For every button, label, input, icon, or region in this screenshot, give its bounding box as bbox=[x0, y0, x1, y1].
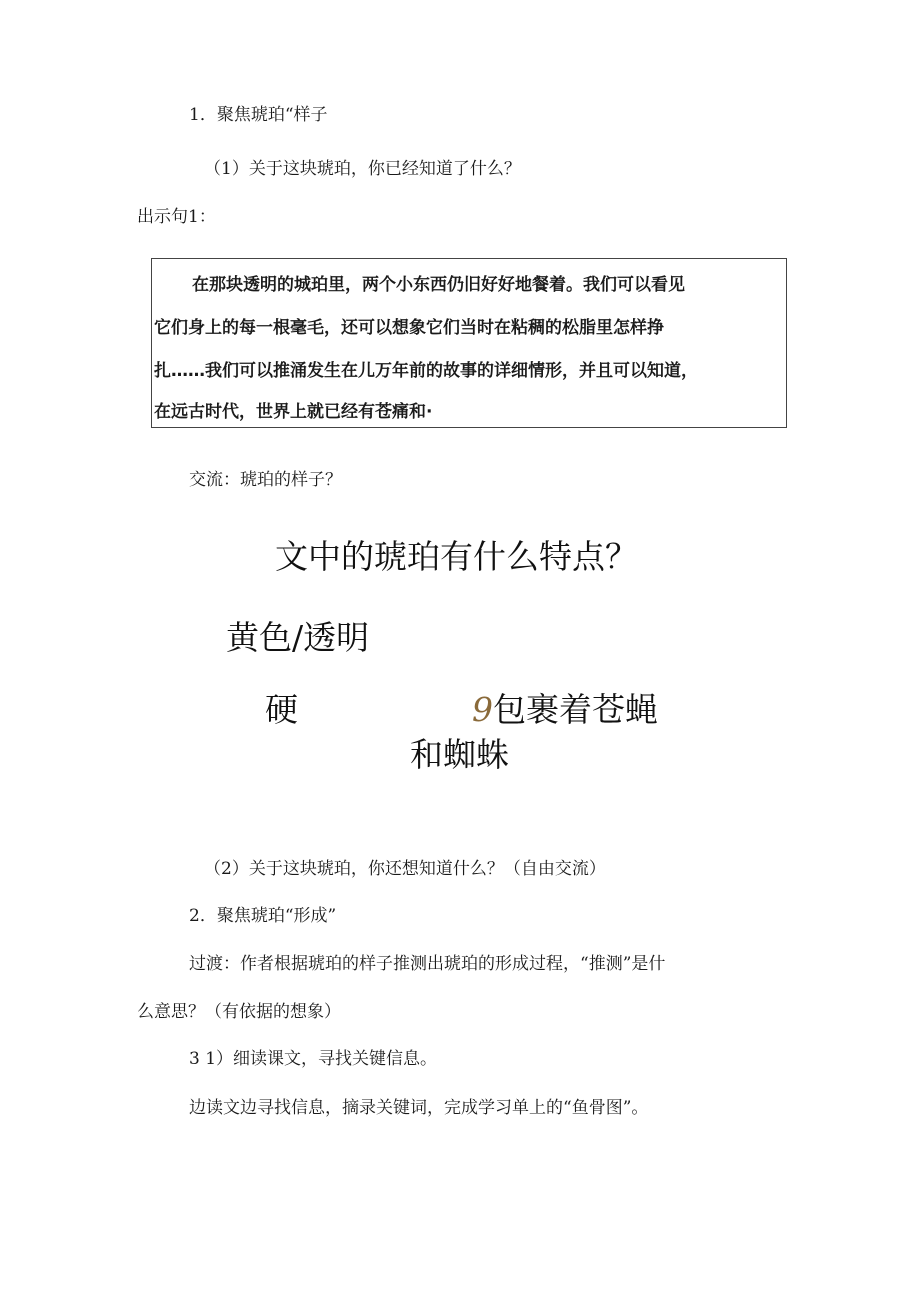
quote-line-3: 扎……我们可以推涌发生在儿万年前的故事的详细情形，并且可以知道， bbox=[154, 361, 698, 381]
task-instruction: 边读文边寻找信息，摘录关键词，完成学习单上的“鱼骨图”。 bbox=[189, 1098, 649, 1118]
slide-question: 文中的琥珀有什么特点？ bbox=[275, 537, 638, 576]
question-2: （2）关于这块琥珀，你还想知道什么？（自由交流） bbox=[204, 859, 606, 879]
step-3: 3 1）细读课文，寻找关键信息。 bbox=[189, 1049, 438, 1069]
transition-line-2: 么意思？（有依据的想象） bbox=[137, 1002, 341, 1022]
feature-contains-insects bbox=[472, 690, 658, 730]
transition-line-1: 过渡：作者根据琥珀的样子推测出琥珀的形成过程，“推测”是什 bbox=[189, 954, 666, 974]
section-heading-2: 2．聚焦琥珀“形成” bbox=[189, 906, 337, 926]
stray-mark: 9 bbox=[472, 690, 493, 729]
feature-hard: 硬 bbox=[265, 690, 298, 729]
quote-line-2: 它们身上的每一根毫毛，还可以想象它们当时在粘稠的松脂里怎样挣 bbox=[154, 318, 664, 338]
feature-contains-insects-text: 包裹着苍蝇 bbox=[493, 690, 658, 729]
question-1: （1）关于这块琥珀，你已经知道了什么？ bbox=[204, 159, 521, 179]
section-heading-1: 1．聚焦琥珀“样子 bbox=[189, 105, 328, 125]
quote-line-4: 在远古时代，世界上就已经有苍痛和· bbox=[154, 402, 433, 422]
feature-yellow-transparent: 黄色/透明 bbox=[226, 618, 370, 657]
quote-line-1: 在那块透明的城珀里，两个小东西仍旧好好地餐着。我们可以看见 bbox=[158, 275, 685, 295]
exchange-prompt: 交流：琥珀的样子？ bbox=[189, 470, 342, 490]
feature-contains-insects-line2: 和蜘蛛 bbox=[410, 735, 509, 774]
quoted-passage-box bbox=[151, 258, 787, 428]
show-sentence-label: 出示句1： bbox=[137, 207, 216, 227]
